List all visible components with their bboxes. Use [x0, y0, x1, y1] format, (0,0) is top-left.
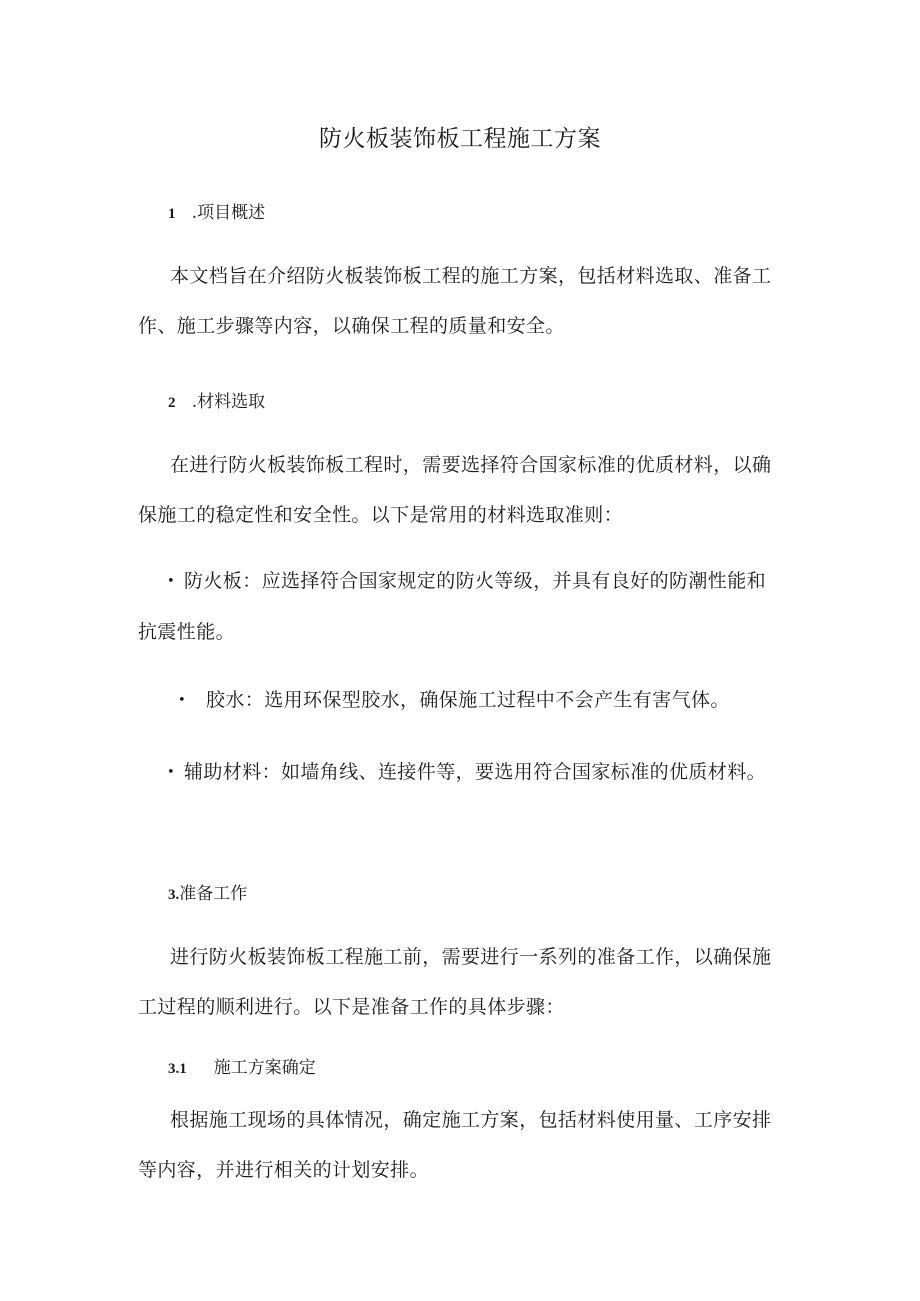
bullet-icon: •: [166, 765, 176, 780]
subsection-3-1-heading: [168, 1055, 316, 1082]
section-1-heading: [168, 200, 265, 227]
section-2-heading: [168, 389, 265, 416]
subsection-3-1-paragraph: 根据施工现场的具体情况，确定施工方案，包括材料使用量、工序安排等内容，并进行相关的计划安排。: [138, 1109, 772, 1181]
bullet-text: 辅助材料：如墙角线、连接件等，要选用符合国家标准的优质材料。: [184, 761, 767, 783]
section-3-heading: [168, 881, 247, 908]
section-number: 1: [168, 206, 176, 222]
section-1-paragraph: 本文档旨在介绍防火板装饰板工程的施工方案，包括材料选取、准备工作、施工步骤等内容，以确保工程的质量和安全。: [138, 265, 772, 337]
bullet-text: 防火板：应选择符合国家规定的防火等级，并具有良好的防潮性能和抗震性能。: [138, 570, 767, 643]
section-title: .材料选取: [191, 392, 266, 412]
subsection-title: 施工方案确定: [213, 1058, 316, 1078]
section-number: 2: [168, 395, 176, 411]
bullet-text: 胶水：选用环保型胶水，确保施工过程中不会产生有害气体。: [206, 689, 730, 711]
bullet-icon: •: [177, 693, 187, 708]
bullet-item: [138, 747, 783, 798]
document-title: 防火板装饰板工程施工方案: [319, 126, 601, 152]
section-title: .项目概述: [191, 203, 266, 223]
bullet-icon: •: [166, 574, 176, 589]
section-2-paragraph: 在进行防火板装饰板工程时，需要选择符合国家标准的优质材料，以确保施工的稳定性和安全性。以下是常用的材料选取准则：: [138, 454, 772, 526]
section-3-paragraph: 进行防火板装饰板工程施工前，需要进行一系列的准备工作，以确保施工过程的顺利进行。以下是准备工作的具体步骤：: [138, 946, 772, 1018]
bullet-item: [138, 675, 783, 726]
subsection-number: 3.1: [168, 1061, 187, 1077]
section-number: 3.: [168, 887, 180, 903]
section-title: 准备工作: [179, 884, 248, 904]
bullet-item: [138, 556, 783, 657]
